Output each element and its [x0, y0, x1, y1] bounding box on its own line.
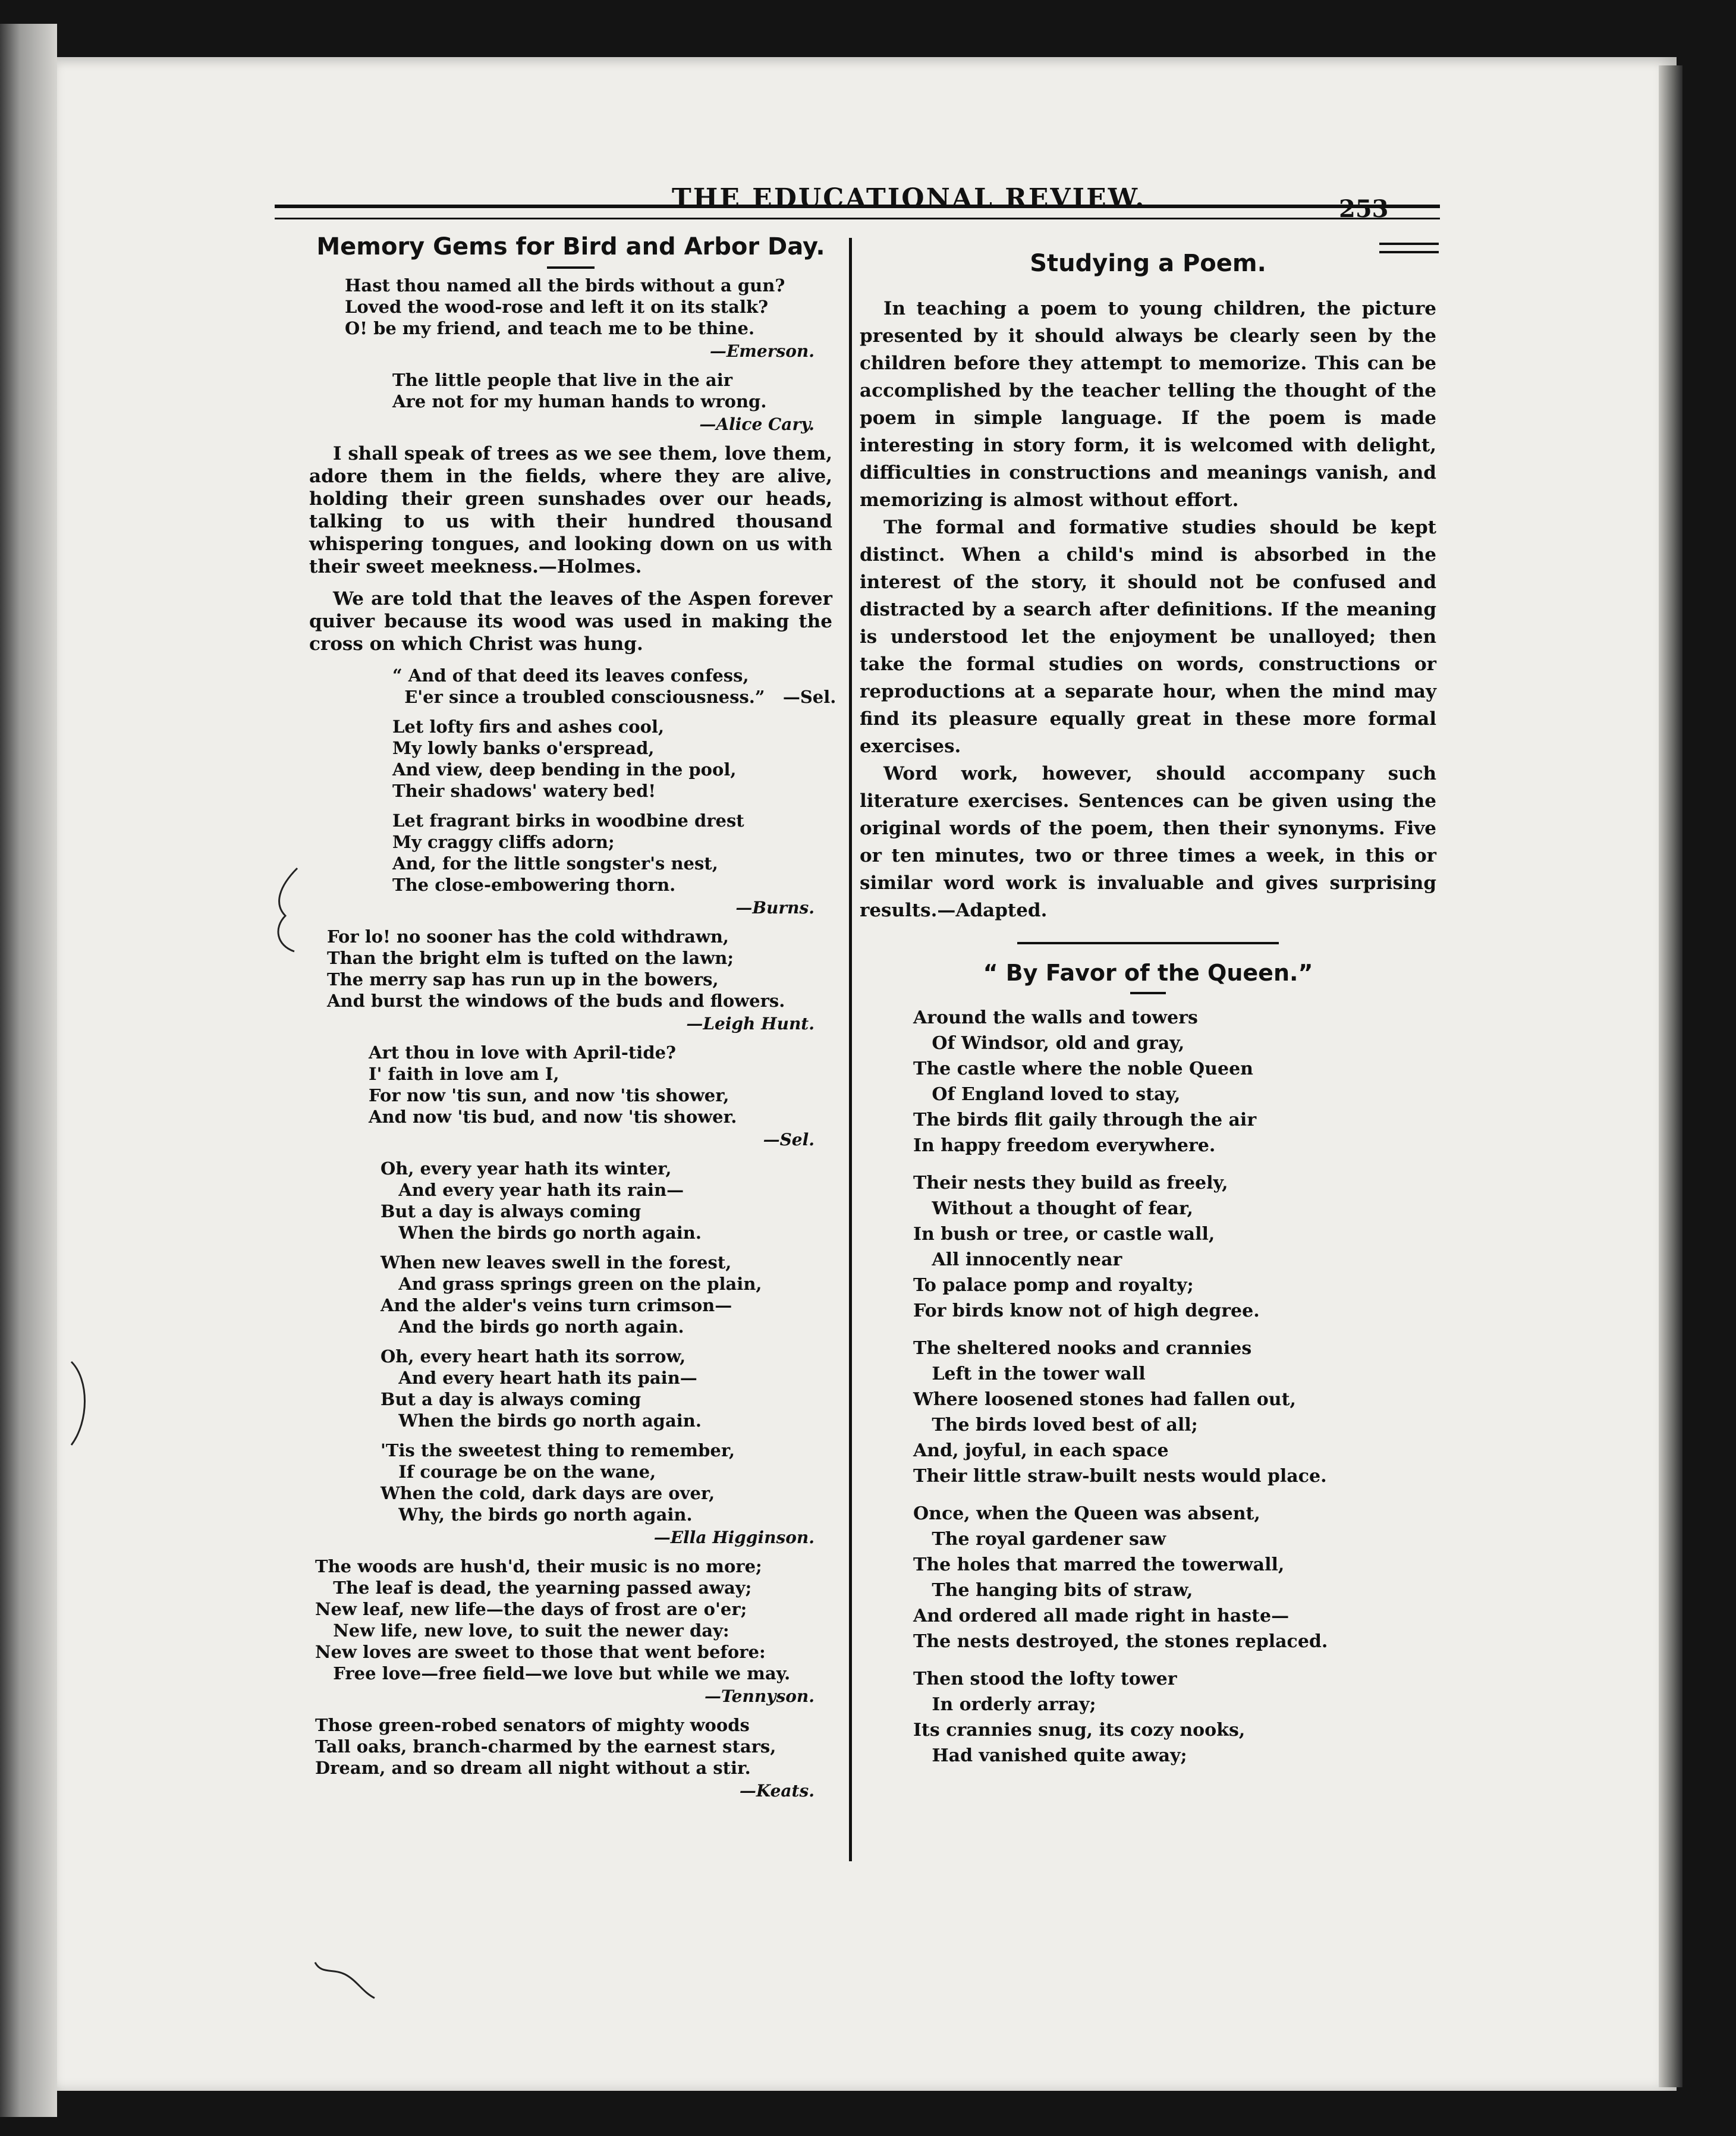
poem-line: The royal gardener saw — [913, 1529, 1166, 1550]
article-title-studying-a-poem: Studying a Poem. — [1030, 250, 1266, 277]
poem-title: “ By Favor of the Queen.” — [983, 960, 1313, 986]
attribution: —Leigh Hunt. — [686, 1014, 814, 1034]
verse-stanza — [309, 1252, 832, 1337]
verse-stanza — [309, 665, 836, 708]
poem-line: Where loosened stones had fallen out, — [913, 1389, 1296, 1410]
verse-line: Oh, every year hath its winter, — [380, 1158, 672, 1179]
verse-line: The merry sap has run up in the bowers, — [327, 969, 719, 990]
verse-line: For lo! no sooner has the cold withdrawn, — [327, 926, 729, 947]
verse-stanza — [309, 1042, 832, 1127]
article-paragraph: Word work, however, should accompany such literature exercises. Sentences can be given using the original words of the poem, then their synonyms. Five or ten minutes, two or three times a week, in this or similar word work is invaluable and gives surprising results.—Adapted. — [860, 763, 1436, 921]
poem-line: In bush or tree, or castle wall, — [913, 1224, 1215, 1245]
prose-paragraph — [309, 588, 832, 655]
verse-line: Art thou in love with April-tide? — [369, 1042, 677, 1063]
poem-line: Of Windsor, old and gray, — [913, 1033, 1185, 1054]
running-head: THE EDUCATIONAL REVIEW. — [672, 183, 1146, 213]
verse-line: If courage be on the wane, — [380, 1462, 656, 1482]
article-paragraph: The formal and formative studies should be kept distinct. When a child's mind is absorbed in the interest of the story, it should not be confused and distracted by a search after definitions. If the meaning is understood let the enjoyment be unalloyed; then take the formal studies on words, constructions or reproductions at a separate hour, when the mind may find its pleasure equally great in these more formal exercises. — [860, 517, 1436, 757]
poem-line: The nests destroyed, the stones replaced. — [913, 1631, 1328, 1652]
verse-line: New loves are sweet to those that went before: — [315, 1642, 766, 1662]
poem-line: In orderly array; — [913, 1694, 1096, 1715]
page-number: 253 — [1339, 195, 1389, 223]
poem-line: Without a thought of fear, — [913, 1198, 1194, 1219]
verse-line: “ And of that deed its leaves confess, — [392, 665, 749, 686]
attribution: —Ella Higginson. — [653, 1528, 814, 1547]
page-edge — [1659, 65, 1682, 2087]
verse-line: The woods are hush'd, their music is no more; — [315, 1556, 762, 1576]
poem-line: And, joyful, in each space — [913, 1440, 1169, 1461]
article-title-memory-gems: Memory Gems for Bird and Arbor Day. — [316, 233, 825, 260]
verse-stanza — [309, 1158, 832, 1243]
verse-line: And the alder's veins turn crimson— — [380, 1295, 732, 1315]
poem-line: Their nests they build as freely, — [913, 1173, 1228, 1193]
verse-line: Hast thou named all the birds without a gun? — [345, 275, 785, 296]
verse-line: Let lofty firs and ashes cool, — [392, 717, 665, 737]
left-column-content — [309, 275, 836, 1801]
verse-stanza — [309, 1714, 832, 1779]
verse-line: And view, deep bending in the pool, — [392, 759, 737, 780]
title-rule — [547, 266, 595, 269]
verse-line: When the birds go north again. — [380, 1223, 702, 1243]
header-rule — [275, 205, 1440, 219]
poem-line: Of England loved to stay, — [913, 1084, 1181, 1105]
prose-text: We are told that the leaves of the Aspen forever quiver because its wood was used in making the cross on which Christ was hung. — [309, 588, 832, 655]
attribution: —Alice Cary. — [699, 414, 814, 434]
poem-line: Their little straw-built nests would place. — [913, 1466, 1327, 1487]
poem-stanza — [913, 1336, 1436, 1489]
poem-line: In happy freedom everywhere. — [913, 1135, 1216, 1156]
verse-line: The little people that live in the air — [392, 370, 733, 390]
attribution: —Emerson. — [709, 341, 814, 361]
verse-line: The leaf is dead, the yearning passed away; — [315, 1578, 752, 1598]
verse-line: And every year hath its rain— — [380, 1180, 684, 1200]
poem-line: And ordered all made right in haste— — [913, 1606, 1290, 1626]
verse-line: My lowly banks o'erspread, — [392, 738, 655, 758]
poem-stanza — [913, 1005, 1436, 1158]
verse-line: Are not for my human hands to wrong. — [392, 391, 767, 412]
verse-stanza — [309, 1440, 832, 1525]
poem-line: The hanging bits of straw, — [913, 1580, 1193, 1601]
prose-text: I shall speak of trees as we see them, love them, adore them in the fields, where they are alive, holding their green sunshades over our heads, talking to us with their hundred thousand whispering tongues, and looking down on us with their sweet meekness.—Holmes. — [309, 443, 832, 577]
margin-ink-mark — [262, 862, 309, 957]
verse-line: Free love—free field—we love but while we may. — [315, 1663, 791, 1683]
poem-title-rule — [1130, 992, 1166, 994]
scan-margin-left — [0, 24, 57, 2117]
verse-line: And every heart hath its pain— — [380, 1368, 697, 1388]
article-body — [860, 295, 1436, 924]
attribution: —Keats. — [739, 1781, 814, 1801]
verse-line: Dream, and so dream all night without a stir. — [315, 1758, 751, 1778]
verse-line: New life, new love, to suit the newer day: — [315, 1620, 729, 1641]
verse-line: My craggy cliffs adorn; — [392, 832, 615, 852]
poem-body — [860, 1005, 1436, 1769]
verse-stanza — [309, 1346, 832, 1431]
poem-line: The birds flit gaily through the air — [913, 1110, 1257, 1130]
verse-line: Their shadows' watery bed! — [392, 781, 656, 801]
verse-line: And the birds go north again. — [380, 1317, 684, 1337]
attribution: —Sel. — [763, 1130, 814, 1149]
verse-line: And, for the little songster's nest, — [392, 853, 718, 874]
verse-line: And now 'tis bud, and now 'tis shower. — [369, 1107, 737, 1127]
verse-line: When new leaves swell in the forest, — [380, 1252, 732, 1273]
poem-line: Around the walls and towers — [913, 1007, 1198, 1028]
verse-line: But a day is always coming — [380, 1201, 641, 1221]
verse-line: Those green-robed senators of mighty woods — [315, 1715, 750, 1735]
poem-line: The sheltered nooks and crannies — [913, 1338, 1252, 1359]
poem-line: For birds know not of high degree. — [913, 1301, 1260, 1321]
verse-line: Let fragrant birks in woodbine drest — [392, 811, 744, 831]
margin-ink-mark — [309, 1950, 380, 2004]
poem-line: All innocently near — [913, 1249, 1122, 1270]
verse-stanza — [309, 926, 832, 1012]
verse-line: But a day is always coming — [380, 1389, 641, 1409]
section-rule — [1017, 942, 1279, 944]
verse-stanza — [309, 716, 832, 802]
verse-line: And grass springs green on the plain, — [380, 1274, 762, 1294]
poem-line: Left in the tower wall — [913, 1364, 1146, 1384]
verse-stanza — [309, 1556, 832, 1684]
verse-line: I' faith in love am I, — [369, 1064, 559, 1084]
poem-line: The holes that marred the towerwall, — [913, 1554, 1285, 1575]
verse-line: And burst the windows of the buds and flowers. — [327, 991, 785, 1011]
poem-line: The birds loved best of all; — [913, 1415, 1198, 1435]
prose-paragraph — [309, 442, 832, 578]
poem-stanza — [913, 1501, 1436, 1654]
attribution: —Tennyson. — [705, 1686, 814, 1706]
verse-line: 'Tis the sweetest thing to remember, — [380, 1440, 735, 1460]
verse-line: For now 'tis sun, and now 'tis shower, — [369, 1085, 729, 1105]
poem-line: The castle where the noble Queen — [913, 1058, 1253, 1079]
poem-line: Its crannies snug, its cozy nooks, — [913, 1720, 1246, 1741]
verse-line: O! be my friend, and teach me to be thine. — [345, 318, 755, 338]
poem-line: Had vanished quite away; — [913, 1745, 1187, 1766]
verse-stanza — [309, 275, 832, 339]
verse-line: New leaf, new life—the days of frost are o'er; — [315, 1599, 747, 1619]
verse-line: Than the bright elm is tufted on the lawn; — [327, 948, 734, 968]
verse-line: Oh, every heart hath its sorrow, — [380, 1346, 686, 1367]
verse-line: When the cold, dark days are over, — [380, 1483, 715, 1503]
poem-stanza — [913, 1666, 1436, 1769]
attribution: —Burns. — [735, 898, 814, 918]
verse-stanza — [309, 810, 832, 896]
right-column — [860, 250, 1436, 1780]
verse-line: When the birds go north again. — [380, 1411, 702, 1431]
verse-line: Loved the wood-rose and left it on its stalk? — [345, 297, 769, 317]
verse-line: E'er since a troubled consciousness.” —Sel. — [392, 687, 836, 707]
poem-line: To palace pomp and royalty; — [913, 1275, 1194, 1296]
margin-ink-mark — [65, 1356, 101, 1451]
verse-stanza — [309, 369, 832, 412]
article-paragraph: In teaching a poem to young children, the picture presented by it should always be clearly seen by the children before they attempt to memorize. This can be accomplished by the teacher telling the thought of the poem in simple language. If the poem is made interesting in story form, it is welcomed with delight, difficulties in constructions and meanings vanish, and memorizing is almost without effort. — [860, 298, 1436, 511]
verse-line: The close-embowering thorn. — [392, 875, 676, 895]
left-column — [309, 233, 836, 1809]
column-divider — [849, 238, 852, 1861]
verse-line: Why, the birds go north again. — [380, 1504, 693, 1525]
poem-line: Once, when the Queen was absent, — [913, 1503, 1260, 1524]
verse-line: Tall oaks, branch-charmed by the earnest stars, — [315, 1736, 776, 1757]
poem-line: Then stood the lofty tower — [913, 1669, 1177, 1689]
poem-stanza — [913, 1170, 1436, 1324]
